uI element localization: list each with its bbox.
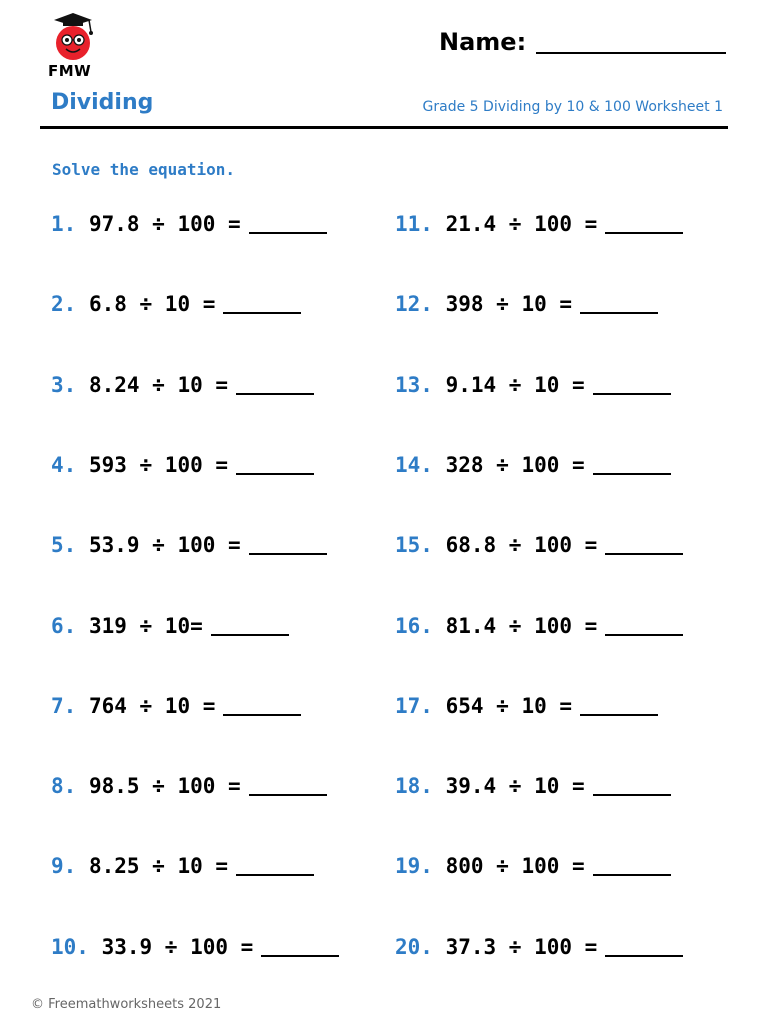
problem-11 bbox=[395, 211, 683, 237]
problem-equation: 97.8 ÷ 100 = bbox=[88, 212, 241, 236]
problem-number: 12. bbox=[395, 292, 433, 316]
problem-number: 16. bbox=[395, 614, 433, 638]
answer-blank[interactable] bbox=[593, 473, 671, 475]
problem-7 bbox=[51, 693, 301, 719]
instruction: Solve the equation. bbox=[52, 160, 236, 179]
problem-number: 18. bbox=[395, 774, 433, 798]
answer-blank[interactable] bbox=[249, 794, 327, 796]
problem-number: 3. bbox=[51, 373, 77, 397]
problem-number: 6. bbox=[51, 614, 77, 638]
answer-blank[interactable] bbox=[605, 634, 683, 636]
problem-13 bbox=[395, 372, 671, 398]
problem-18 bbox=[395, 773, 671, 799]
worksheet-subtitle: Grade 5 Dividing by 10 & 100 Worksheet 1 bbox=[422, 99, 723, 115]
answer-blank[interactable] bbox=[236, 874, 314, 876]
problem-17 bbox=[395, 693, 658, 719]
problem-20 bbox=[395, 934, 683, 960]
problem-equation: 68.8 ÷ 100 = bbox=[445, 533, 598, 557]
problem-4 bbox=[51, 452, 314, 478]
answer-blank[interactable] bbox=[593, 874, 671, 876]
copyright-footer: © Freemathworksheets 2021 bbox=[31, 997, 222, 1012]
problem-14 bbox=[395, 452, 671, 478]
problem-15 bbox=[395, 532, 683, 558]
answer-blank[interactable] bbox=[249, 553, 327, 555]
problem-9 bbox=[51, 853, 314, 879]
problem-8 bbox=[51, 773, 327, 799]
problem-equation: 21.4 ÷ 100 = bbox=[445, 212, 598, 236]
name-blank bbox=[536, 52, 726, 54]
problem-equation: 39.4 ÷ 10 = bbox=[445, 774, 585, 798]
problem-number: 11. bbox=[395, 212, 433, 236]
problem-12 bbox=[395, 291, 658, 317]
answer-blank[interactable] bbox=[580, 312, 658, 314]
header-divider bbox=[40, 126, 728, 129]
answer-blank[interactable] bbox=[223, 312, 301, 314]
problem-equation: 8.25 ÷ 10 = bbox=[88, 854, 229, 878]
problem-number: 20. bbox=[395, 935, 433, 959]
problem-3 bbox=[51, 372, 314, 398]
problem-1 bbox=[51, 211, 327, 237]
problem-6 bbox=[51, 613, 289, 639]
problem-19 bbox=[395, 853, 671, 879]
problem-equation: 53.9 ÷ 100 = bbox=[88, 533, 241, 557]
problem-number: 7. bbox=[51, 694, 77, 718]
problem-equation: 9.14 ÷ 10 = bbox=[445, 373, 585, 397]
problem-equation: 33.9 ÷ 100 = bbox=[101, 935, 254, 959]
answer-blank[interactable] bbox=[580, 714, 658, 716]
logo-text: FMW bbox=[48, 62, 92, 80]
problem-16 bbox=[395, 613, 683, 639]
problem-10 bbox=[51, 934, 339, 960]
problem-number: 10. bbox=[51, 935, 89, 959]
answer-blank[interactable] bbox=[236, 393, 314, 395]
fmw-logo bbox=[42, 12, 104, 82]
problem-equation: 328 ÷ 100 = bbox=[445, 453, 585, 477]
problem-equation: 37.3 ÷ 100 = bbox=[445, 935, 598, 959]
answer-blank[interactable] bbox=[211, 634, 289, 636]
problem-equation: 593 ÷ 100 = bbox=[88, 453, 229, 477]
problem-number: 17. bbox=[395, 694, 433, 718]
problem-number: 14. bbox=[395, 453, 433, 477]
problem-2 bbox=[51, 291, 301, 317]
answer-blank[interactable] bbox=[261, 955, 339, 957]
name-field bbox=[439, 28, 729, 56]
problem-number: 8. bbox=[51, 774, 77, 798]
answer-blank[interactable] bbox=[236, 473, 314, 475]
problem-equation: 6.8 ÷ 10 = bbox=[88, 292, 216, 316]
problem-number: 1. bbox=[51, 212, 77, 236]
problem-number: 2. bbox=[51, 292, 77, 316]
apple-mascot-icon bbox=[46, 12, 100, 62]
answer-blank[interactable] bbox=[223, 714, 301, 716]
answer-blank[interactable] bbox=[605, 232, 683, 234]
problem-equation: 398 ÷ 10 = bbox=[445, 292, 573, 316]
problem-number: 13. bbox=[395, 373, 433, 397]
problem-equation: 8.24 ÷ 10 = bbox=[88, 373, 229, 397]
answer-blank[interactable] bbox=[593, 393, 671, 395]
problem-number: 5. bbox=[51, 533, 77, 557]
problem-equation: 319 ÷ 10= bbox=[88, 614, 203, 638]
problem-equation: 98.5 ÷ 100 = bbox=[88, 774, 241, 798]
problem-equation: 764 ÷ 10 = bbox=[88, 694, 216, 718]
answer-blank[interactable] bbox=[605, 955, 683, 957]
problem-equation: 654 ÷ 10 = bbox=[445, 694, 573, 718]
answer-blank[interactable] bbox=[249, 232, 327, 234]
problem-number: 9. bbox=[51, 854, 77, 878]
problem-equation: 800 ÷ 100 = bbox=[445, 854, 585, 878]
problem-5 bbox=[51, 532, 327, 558]
problem-number: 19. bbox=[395, 854, 433, 878]
answer-blank[interactable] bbox=[593, 794, 671, 796]
problem-number: 4. bbox=[51, 453, 77, 477]
answer-blank[interactable] bbox=[605, 553, 683, 555]
name-label: Name: bbox=[439, 28, 527, 56]
problem-equation: 81.4 ÷ 100 = bbox=[445, 614, 598, 638]
page-title: Dividing bbox=[51, 90, 154, 115]
problem-number: 15. bbox=[395, 533, 433, 557]
